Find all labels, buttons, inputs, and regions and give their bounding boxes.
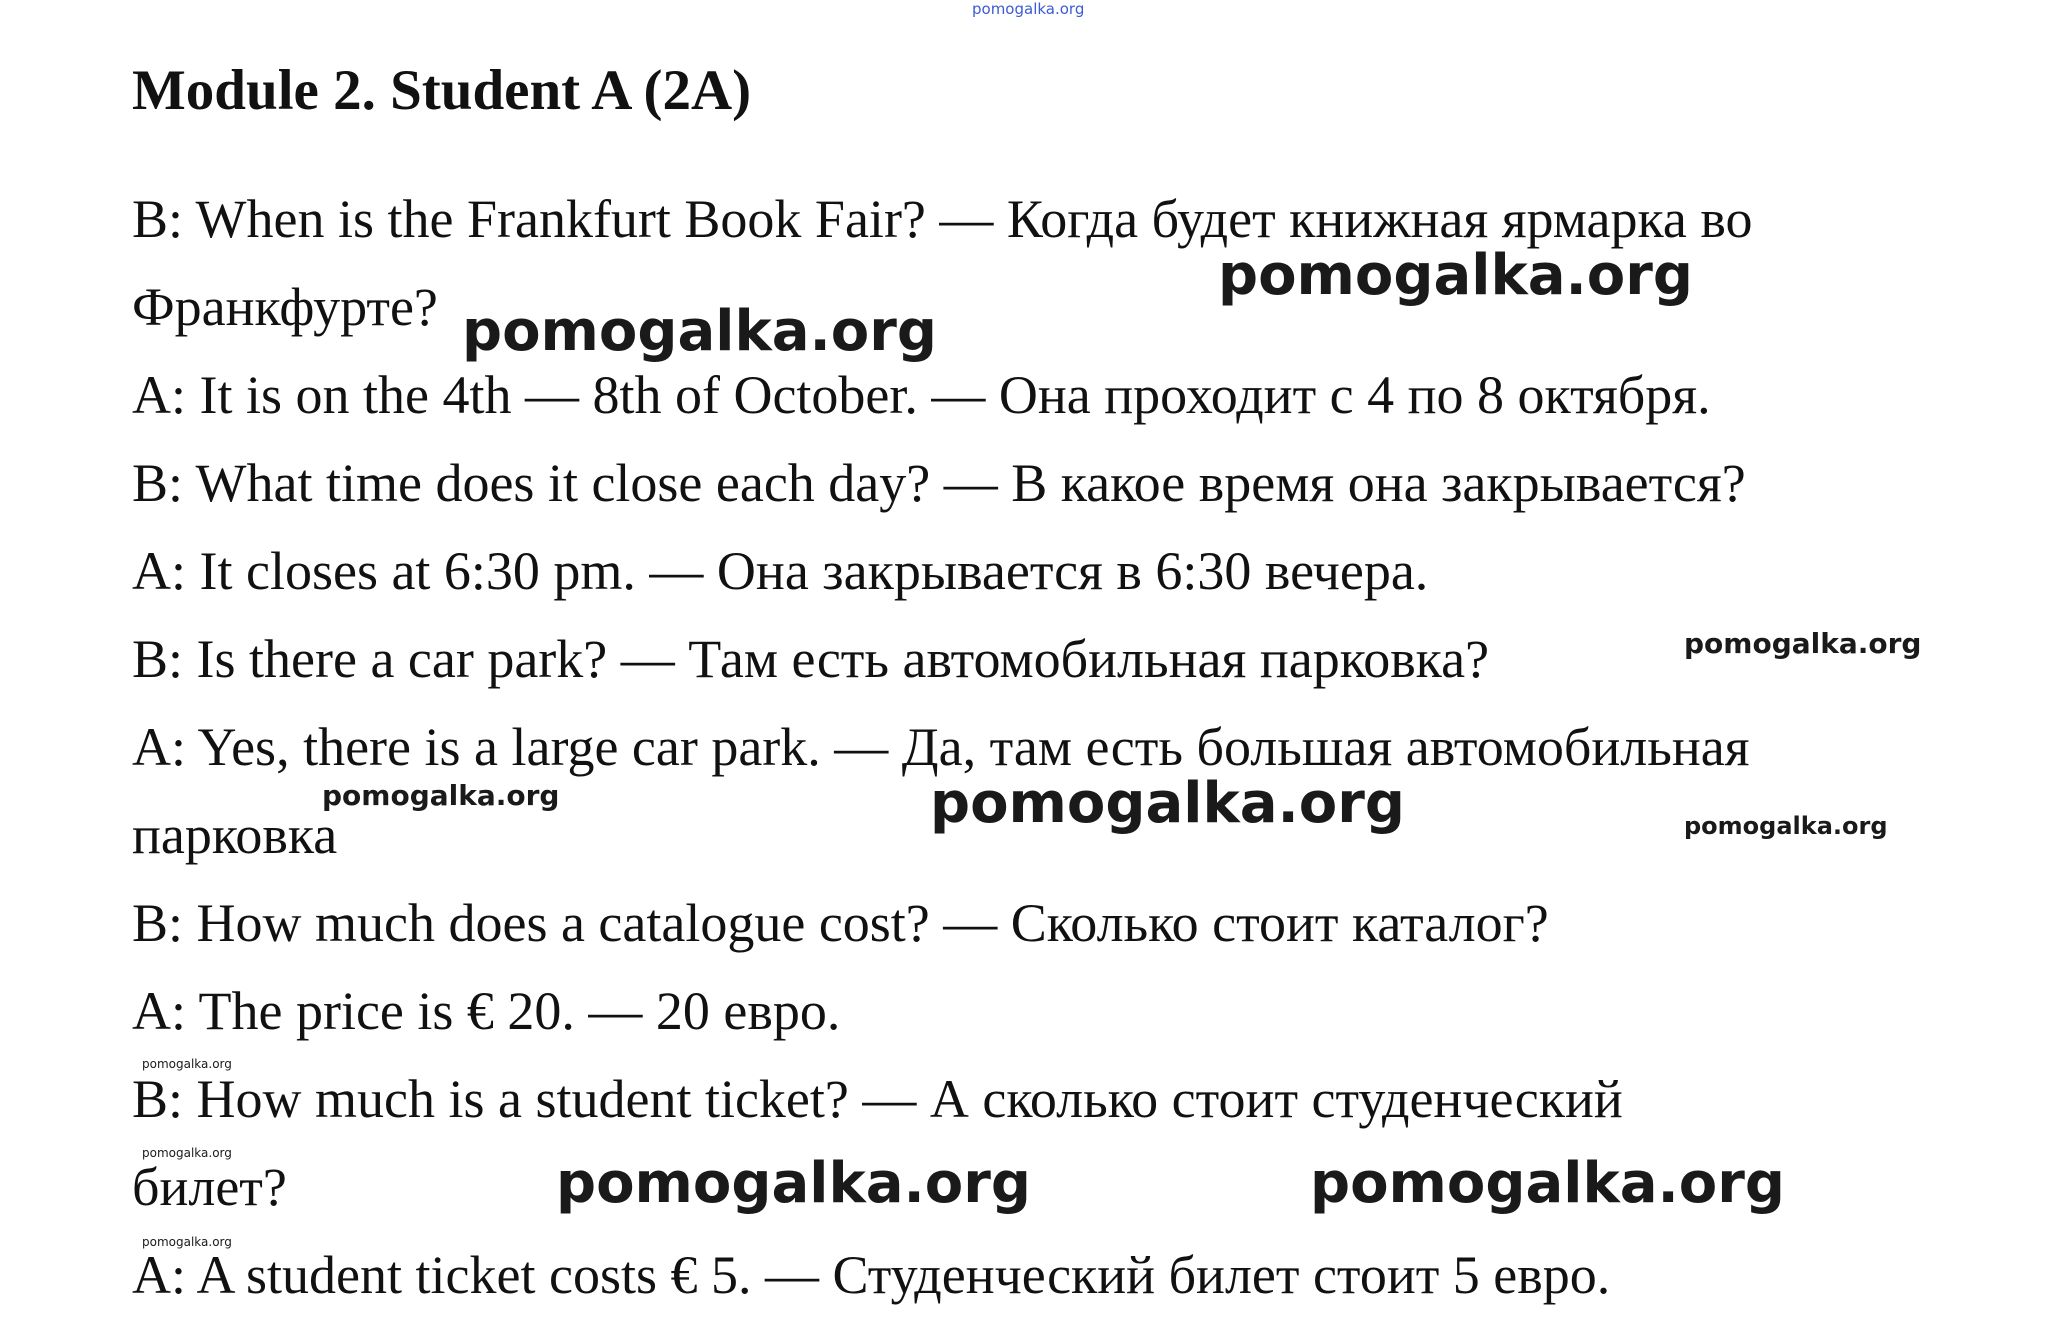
watermark-5: pomogalka.org	[930, 771, 1405, 836]
dialogue-line-6: A: Yes, there is a large car park. — Да, там есть большая автомобильная	[132, 717, 1750, 777]
dialogue-line-8: A: The price is € 20. — 20 евро.	[132, 981, 841, 1041]
watermark-7: pomogalka.org	[142, 1057, 232, 1071]
dialogue-line-5: B: Is there a car park? — Там есть автомобильная парковка?	[132, 629, 1490, 689]
dialogue-line-2: A: It is on the 4th — 8th of October. — Она проходит с 4 по 8 октября.	[132, 365, 1711, 425]
page-title: Module 2. Student A (2A)	[132, 59, 752, 122]
watermark-11: pomogalka.org	[142, 1235, 232, 1249]
dialogue-line-3: B: What time does it close each day? — В какое время она закрывается?	[132, 453, 1746, 513]
watermark-1: pomogalka.org	[1218, 243, 1693, 308]
dialogue-line-1: B: When is the Frankfurt Book Fair? — Когда будет книжная ярмарка во	[132, 189, 1753, 249]
watermark-top: pomogalka.org	[972, 0, 1085, 18]
watermark-6: pomogalka.org	[1684, 812, 1888, 840]
dialogue-line-9: B: How much is a student ticket? — А сколько стоит студенческий	[132, 1069, 1623, 1129]
dialogue-line-9-cont: билет?	[132, 1157, 287, 1217]
watermark-10: pomogalka.org	[1310, 1151, 1785, 1216]
dialogue-line-10: A: A student ticket costs € 5. — Студенческий билет стоит 5 евро.	[132, 1245, 1611, 1305]
dialogue-line-6-cont: парковка	[132, 805, 338, 865]
dialogue-line-1-cont: Франкфурте?	[132, 277, 438, 337]
watermark-9: pomogalka.org	[556, 1151, 1031, 1216]
dialogue-line-4: A: It closes at 6:30 pm. — Она закрывается в 6:30 вечера.	[132, 541, 1429, 601]
watermark-2: pomogalka.org	[462, 299, 937, 364]
dialogue-line-7: B: How much does a catalogue cost? — Сколько стоит каталог?	[132, 893, 1549, 953]
watermark-4: pomogalka.org	[322, 779, 560, 812]
watermark-3: pomogalka.org	[1684, 627, 1922, 660]
watermark-8: pomogalka.org	[142, 1146, 232, 1160]
